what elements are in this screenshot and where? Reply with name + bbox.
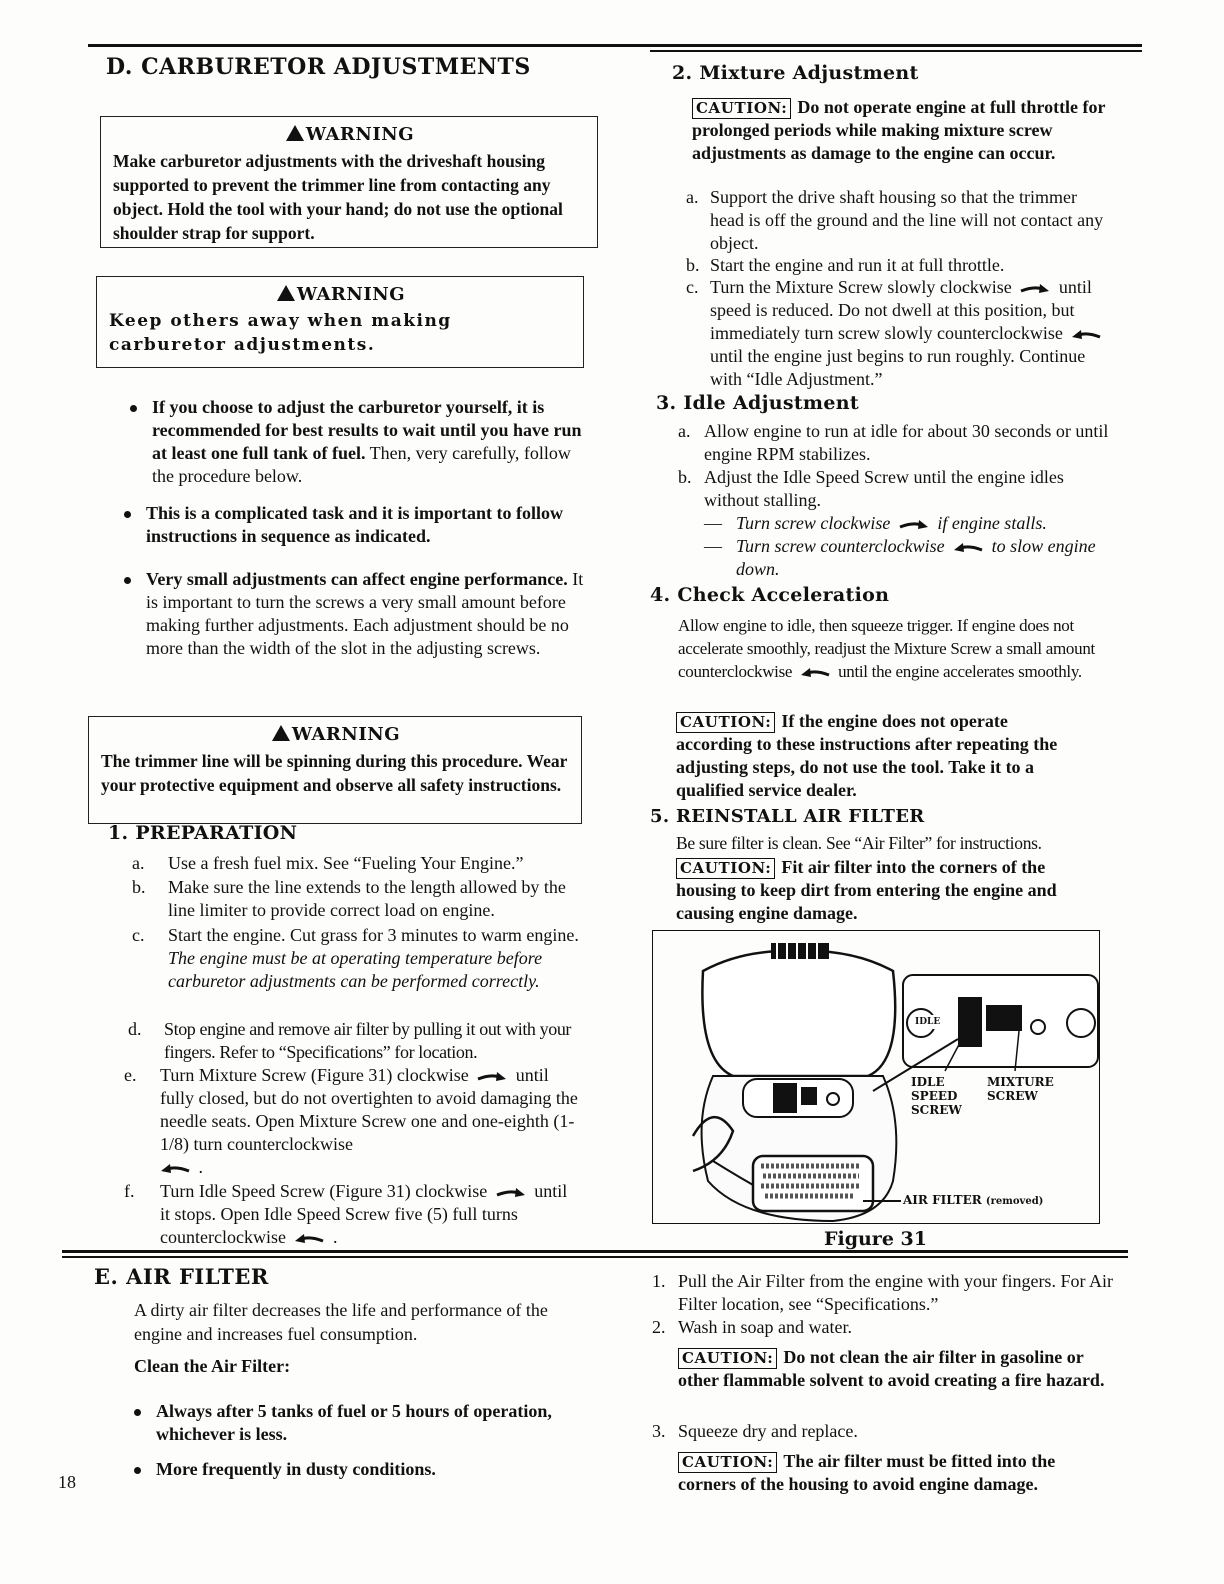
warning-triangle-icon (272, 725, 290, 741)
counterclockwise-arrow-icon (953, 542, 983, 554)
idle-mark-label: IDLE (915, 1017, 941, 1027)
section-divider-rule-thin (62, 1256, 1128, 1258)
counterclockwise-arrow-icon (160, 1163, 190, 1175)
warning-box-3 (88, 716, 582, 824)
idle-step-a: a. Allow engine to run at idle for about 30 seconds or until engine RPM stabilizes. (678, 421, 1109, 464)
counterclockwise-arrow-icon (800, 667, 830, 679)
idle-step-b: b. Adjust the Idle Speed Screw until the engine idles without stalling. (678, 467, 1064, 510)
clockwise-arrow-icon (899, 519, 929, 531)
prep-step-f: f. Turn Idle Speed Screw (Figure 31) clockwise until it stops. Open Idle Speed Screw five (5) full turns counterclockwise . (124, 1181, 568, 1247)
section-e-title: E. AIR FILTER (94, 1264, 269, 1289)
air-filter-intro: A dirty air filter decreases the life and performance of the engine and increases fuel consumption. (134, 1300, 548, 1344)
idle-speed-screw-label: IDLE SPEED SCREW (911, 1075, 962, 1117)
clockwise-arrow-icon (477, 1071, 507, 1083)
section-divider-rule (62, 1250, 1128, 1253)
bullet-item: This is a complicated task and it is important to follow instructions in sequence as indicated. (146, 502, 586, 548)
mixture-step-a: a. Support the drive shaft housing so that the trimmer head is off the ground and the line will not contact any object. (686, 187, 1104, 253)
top-rule-thin (650, 50, 1142, 52)
prep-step-b: b. Make sure the line extends to the length allowed by the line limiter to provide correct load on engine. (132, 877, 566, 920)
acceleration-text: Allow engine to idle, then squeeze trigger. If engine does not accelerate smoothly, readjust the Mixture Screw a small amount counterclockwise until the engine accelerates smoothly. (678, 616, 1095, 681)
bullet-item: Always after 5 tanks of fuel or 5 hours of operation, whichever is less. (156, 1400, 596, 1446)
prep-step-c: c. Start the engine. Cut grass for 3 minutes to warm engine. The engine must be at operating temperature before carburetor adjustments can be performed correctly. (132, 925, 579, 991)
mixture-step-c: c. Turn the Mixture Screw slowly clockwise until speed is reduced. Do not dwell at this position, but immediately turn screw slowly counterclockwise until the engine just begins to run roughly. Continue with “Idle Adjustment.” (710, 276, 1112, 391)
idle-dash-1: — Turn screw clockwise if engine stalls. (704, 513, 1047, 533)
reinstall-air-filter-title: 5. REINSTALL AIR FILTER (650, 806, 925, 827)
page-number: 18 (58, 1472, 76, 1492)
top-rule (88, 44, 1142, 47)
air-filter-step-1: 1. Pull the Air Filter from the engine with your fingers. For Air Filter location, see “Specifications.” (652, 1271, 1113, 1314)
prep-step-a: a. Use a fresh fuel mix. See “Fueling Your Engine.” (132, 853, 524, 873)
check-acceleration-title: 4. Check Acceleration (650, 584, 890, 606)
warning-title: WARNING (113, 123, 587, 147)
bullet-dot (124, 511, 131, 518)
bullet-dot (124, 577, 131, 584)
figure-31 (652, 930, 1100, 1224)
counterclockwise-arrow-icon (294, 1233, 324, 1245)
preparation-title: 1. PREPARATION (108, 822, 298, 844)
mixture-caution: CAUTION: Do not operate engine at full throttle for prolonged periods while making mixture screw adjustments as damage to the engine can occur. (692, 97, 1106, 163)
mixture-step-b: b. Start the engine and run it at full throttle. (686, 255, 1005, 275)
clockwise-arrow-icon (496, 1187, 526, 1199)
clockwise-arrow-icon (1020, 283, 1050, 295)
air-filter-caution-1: CAUTION: Do not clean the air filter in gasoline or other flammable solvent to avoid creating a fire hazard. (678, 1347, 1105, 1390)
prep-step-d: d. Stop engine and remove air filter by pulling it out with your fingers. Refer to “Specifications” for location. (128, 1019, 572, 1062)
reinstall-caution: CAUTION: Fit air filter into the corners of the housing to keep dirt from entering the engine and causing engine damage. (676, 857, 1057, 923)
mixture-screw-label: MIXTURE SCREW (987, 1075, 1054, 1103)
clean-air-filter-heading: Clean the Air Filter: (134, 1356, 291, 1376)
reinstall-text: Be sure filter is clean. See “Air Filter” for instructions. (676, 833, 1042, 853)
caution-label: CAUTION: (678, 1452, 777, 1473)
air-filter-label: AIR FILTER (removed) (903, 1193, 1044, 1207)
warning-triangle-icon (286, 125, 304, 141)
warning-box-2 (96, 276, 584, 368)
caution-label: CAUTION: (676, 712, 775, 733)
bullet-dot (134, 1409, 141, 1416)
bullet-dot (130, 405, 137, 412)
idle-adjustment-title: 3. Idle Adjustment (656, 392, 859, 414)
idle-dash-2: — Turn screw counterclockwise to slow engine down. (704, 536, 1096, 579)
air-filter-step-2: 2. Wash in soap and water. (652, 1317, 853, 1337)
prep-step-e: e. Turn Mixture Screw (Figure 31) clockwise until fully closed, but do not overtighten to avoid damaging the needle seats. Open Mixture Screw one and one-eighth (1-1/8) turn counterclockwise . (124, 1065, 578, 1177)
warning-box-1 (100, 116, 598, 248)
bullet-item: Very small adjustments can affect engine performance. It is important to turn the screws a very small amount before making further adjustments. Each adjustment should be no more than the width of the slot in the adjusting screws. (146, 568, 586, 660)
counterclockwise-arrow-icon (1071, 329, 1101, 341)
mixture-adjustment-title: 2. Mixture Adjustment (672, 62, 919, 84)
warning-text: Keep others away when making carburetor adjustments. (109, 311, 452, 355)
warning-title: WARNING (101, 723, 571, 747)
figure-caption: Figure 31 (824, 1228, 927, 1250)
air-filter-step-3: 3. Squeeze dry and replace. (652, 1421, 858, 1441)
caution-label: CAUTION: (676, 858, 775, 879)
warning-title: WARNING (109, 283, 573, 307)
section-d-title: D. CARBURETOR ADJUSTMENTS (106, 54, 531, 80)
caution-label: CAUTION: (692, 98, 791, 119)
bullet-item: More frequently in dusty conditions. (156, 1458, 596, 1481)
air-filter-caution-2: CAUTION: The air filter must be fitted into the corners of the housing to avoid engine damage. (678, 1451, 1056, 1494)
warning-text: Make carburetor adjustments with the driveshaft housing supported to prevent the trimmer line from contacting any object. Hold the tool with your hand; do not use the optional shoulder strap for support. (113, 151, 563, 243)
caution-label: CAUTION: (678, 1348, 777, 1369)
warning-triangle-icon (277, 285, 295, 301)
warning-text: The trimmer line will be spinning during this procedure. Wear your protective equipment and observe all safety instructions. (101, 751, 568, 795)
acceleration-caution: CAUTION: If the engine does not operate according to these instructions after repeating the adjusting steps, do not use the tool. Take it to a qualified service dealer. (676, 711, 1058, 800)
bullet-item: If you choose to adjust the carburetor yourself, it is recommended for best results to wait until you have run at least one full tank of fuel. Then, very carefully, follow the procedure below. (152, 396, 592, 488)
bullet-dot (134, 1467, 141, 1474)
